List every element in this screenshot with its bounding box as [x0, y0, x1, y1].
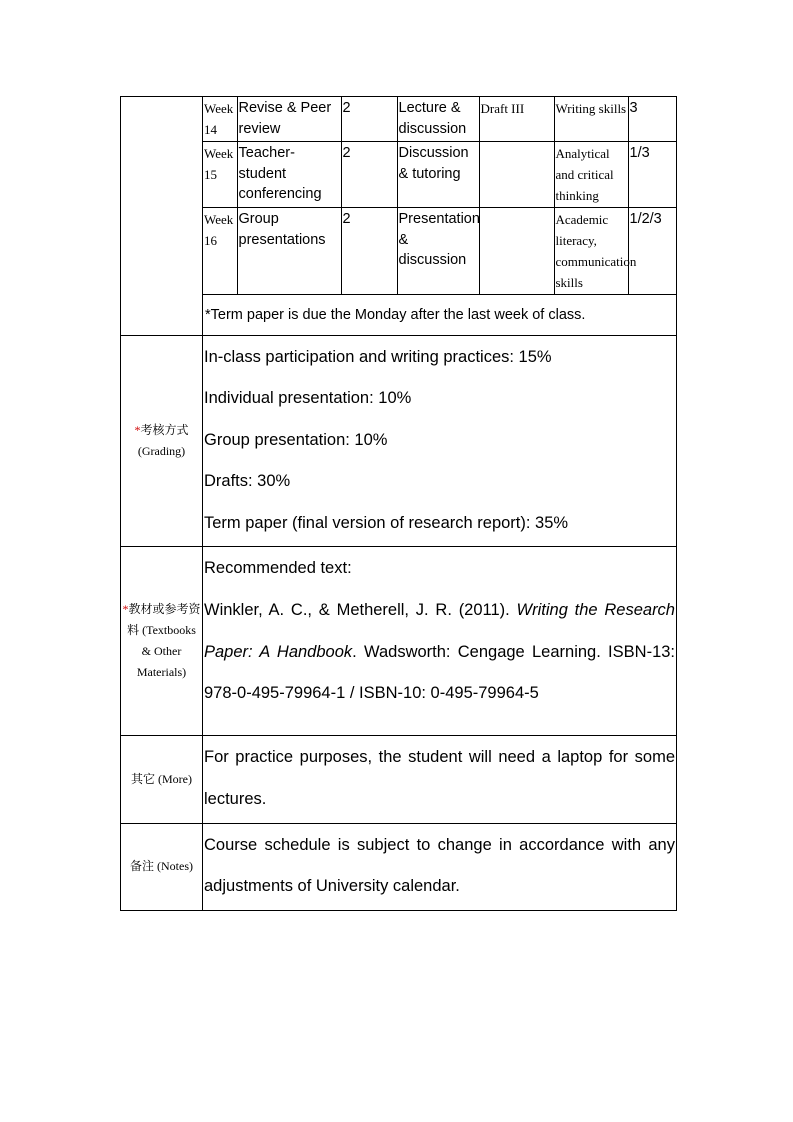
- notes-label-cn: 备注: [129, 859, 154, 874]
- week-cell: Week 15: [203, 142, 237, 208]
- more-text: For practice purposes, the student will need a laptop for some lectures.: [204, 748, 675, 809]
- textbooks-label: [121, 547, 203, 736]
- schedule-row-week16: [203, 208, 677, 295]
- course-info-table: [120, 96, 677, 911]
- method-cell: Discussion & tutoring: [397, 142, 479, 208]
- notes-text: Course schedule is subject to change in accordance with any adjustments of University calendar.: [204, 835, 675, 896]
- skills-cell: Writing skills: [554, 97, 628, 142]
- topic-cell: Teacher-student conferencing: [237, 142, 341, 208]
- more-label-en: (More): [158, 772, 192, 787]
- schedule-label-cell: [121, 97, 203, 336]
- method-cell: Presentation & discussion: [397, 208, 479, 295]
- grading-label-cn: 考核方式: [140, 422, 189, 437]
- grading-item: In-class participation and writing practices: 15%: [204, 347, 552, 366]
- citation-publisher-isbn: . Wadsworth: Cengage Learning. ISBN-13: 978-0-495-79964-1 / ISBN-10: 0-495-79964-5: [204, 642, 676, 703]
- skills-cell: Analytical and critical thinking: [554, 142, 628, 208]
- citation-title: Writing the Research Paper: A Handbook: [204, 601, 675, 661]
- grading-item: Drafts: 30%: [204, 472, 291, 491]
- textbooks-content: [203, 547, 677, 736]
- grading-section: [121, 335, 677, 547]
- skills-cell: Academic literacy, communication skills: [554, 208, 628, 295]
- grading-item: Term paper (final version of research report): 35%: [204, 513, 569, 532]
- week-cell: Week 14: [203, 97, 237, 142]
- notes-label-en: (Notes): [157, 859, 193, 874]
- notes-label: [121, 823, 203, 910]
- schedule-row-week15: [203, 142, 677, 208]
- required-asterisk: *: [134, 422, 141, 437]
- topic-cell: Revise & Peer review: [237, 97, 341, 142]
- required-asterisk: *: [122, 602, 129, 617]
- assignment-cell: Draft III: [479, 97, 554, 142]
- grading-label: [121, 335, 203, 547]
- recommended-text-heading: Recommended text:: [204, 559, 352, 578]
- citation-authors: Winkler, A. C., & Metherell, J. R. (2011).: [204, 601, 517, 620]
- objectives-cell: 3: [628, 97, 677, 142]
- hours-cell: 2: [341, 142, 397, 208]
- grading-content: [203, 335, 677, 547]
- grading-item: Group presentation: 10%: [204, 430, 388, 449]
- schedule-section: [121, 97, 677, 336]
- week-cell: Week 16: [203, 208, 237, 295]
- schedule-table: [203, 97, 677, 335]
- schedule-row-week14: [203, 97, 677, 142]
- more-label: [121, 736, 203, 823]
- textbook-citation: [204, 590, 675, 715]
- grading-item: Individual presentation: 10%: [204, 389, 412, 408]
- grading-label-en: (Grading): [137, 443, 186, 458]
- schedule-note-row: [203, 295, 677, 335]
- more-label-cn: 其它: [131, 772, 156, 787]
- more-content: [203, 736, 677, 823]
- assignment-cell: [479, 142, 554, 208]
- notes-section: [121, 823, 677, 910]
- topic-cell: Group presentations: [237, 208, 341, 295]
- schedule-cell: [203, 97, 677, 336]
- objectives-cell: 1/2/3: [628, 208, 677, 295]
- textbooks-label-cn: 教材或参考资料: [127, 602, 201, 638]
- term-paper-note: *Term paper is due the Monday after the last week of class.: [203, 295, 677, 335]
- assignment-cell: [479, 208, 554, 295]
- more-section: [121, 736, 677, 823]
- notes-content: [203, 823, 677, 910]
- objectives-cell: 1/3: [628, 142, 677, 208]
- hours-cell: 2: [341, 97, 397, 142]
- textbooks-label-en: (Textbooks & Other Materials): [136, 623, 196, 680]
- hours-cell: 2: [341, 208, 397, 295]
- textbooks-section: [121, 547, 677, 736]
- method-cell: Lecture & discussion: [397, 97, 479, 142]
